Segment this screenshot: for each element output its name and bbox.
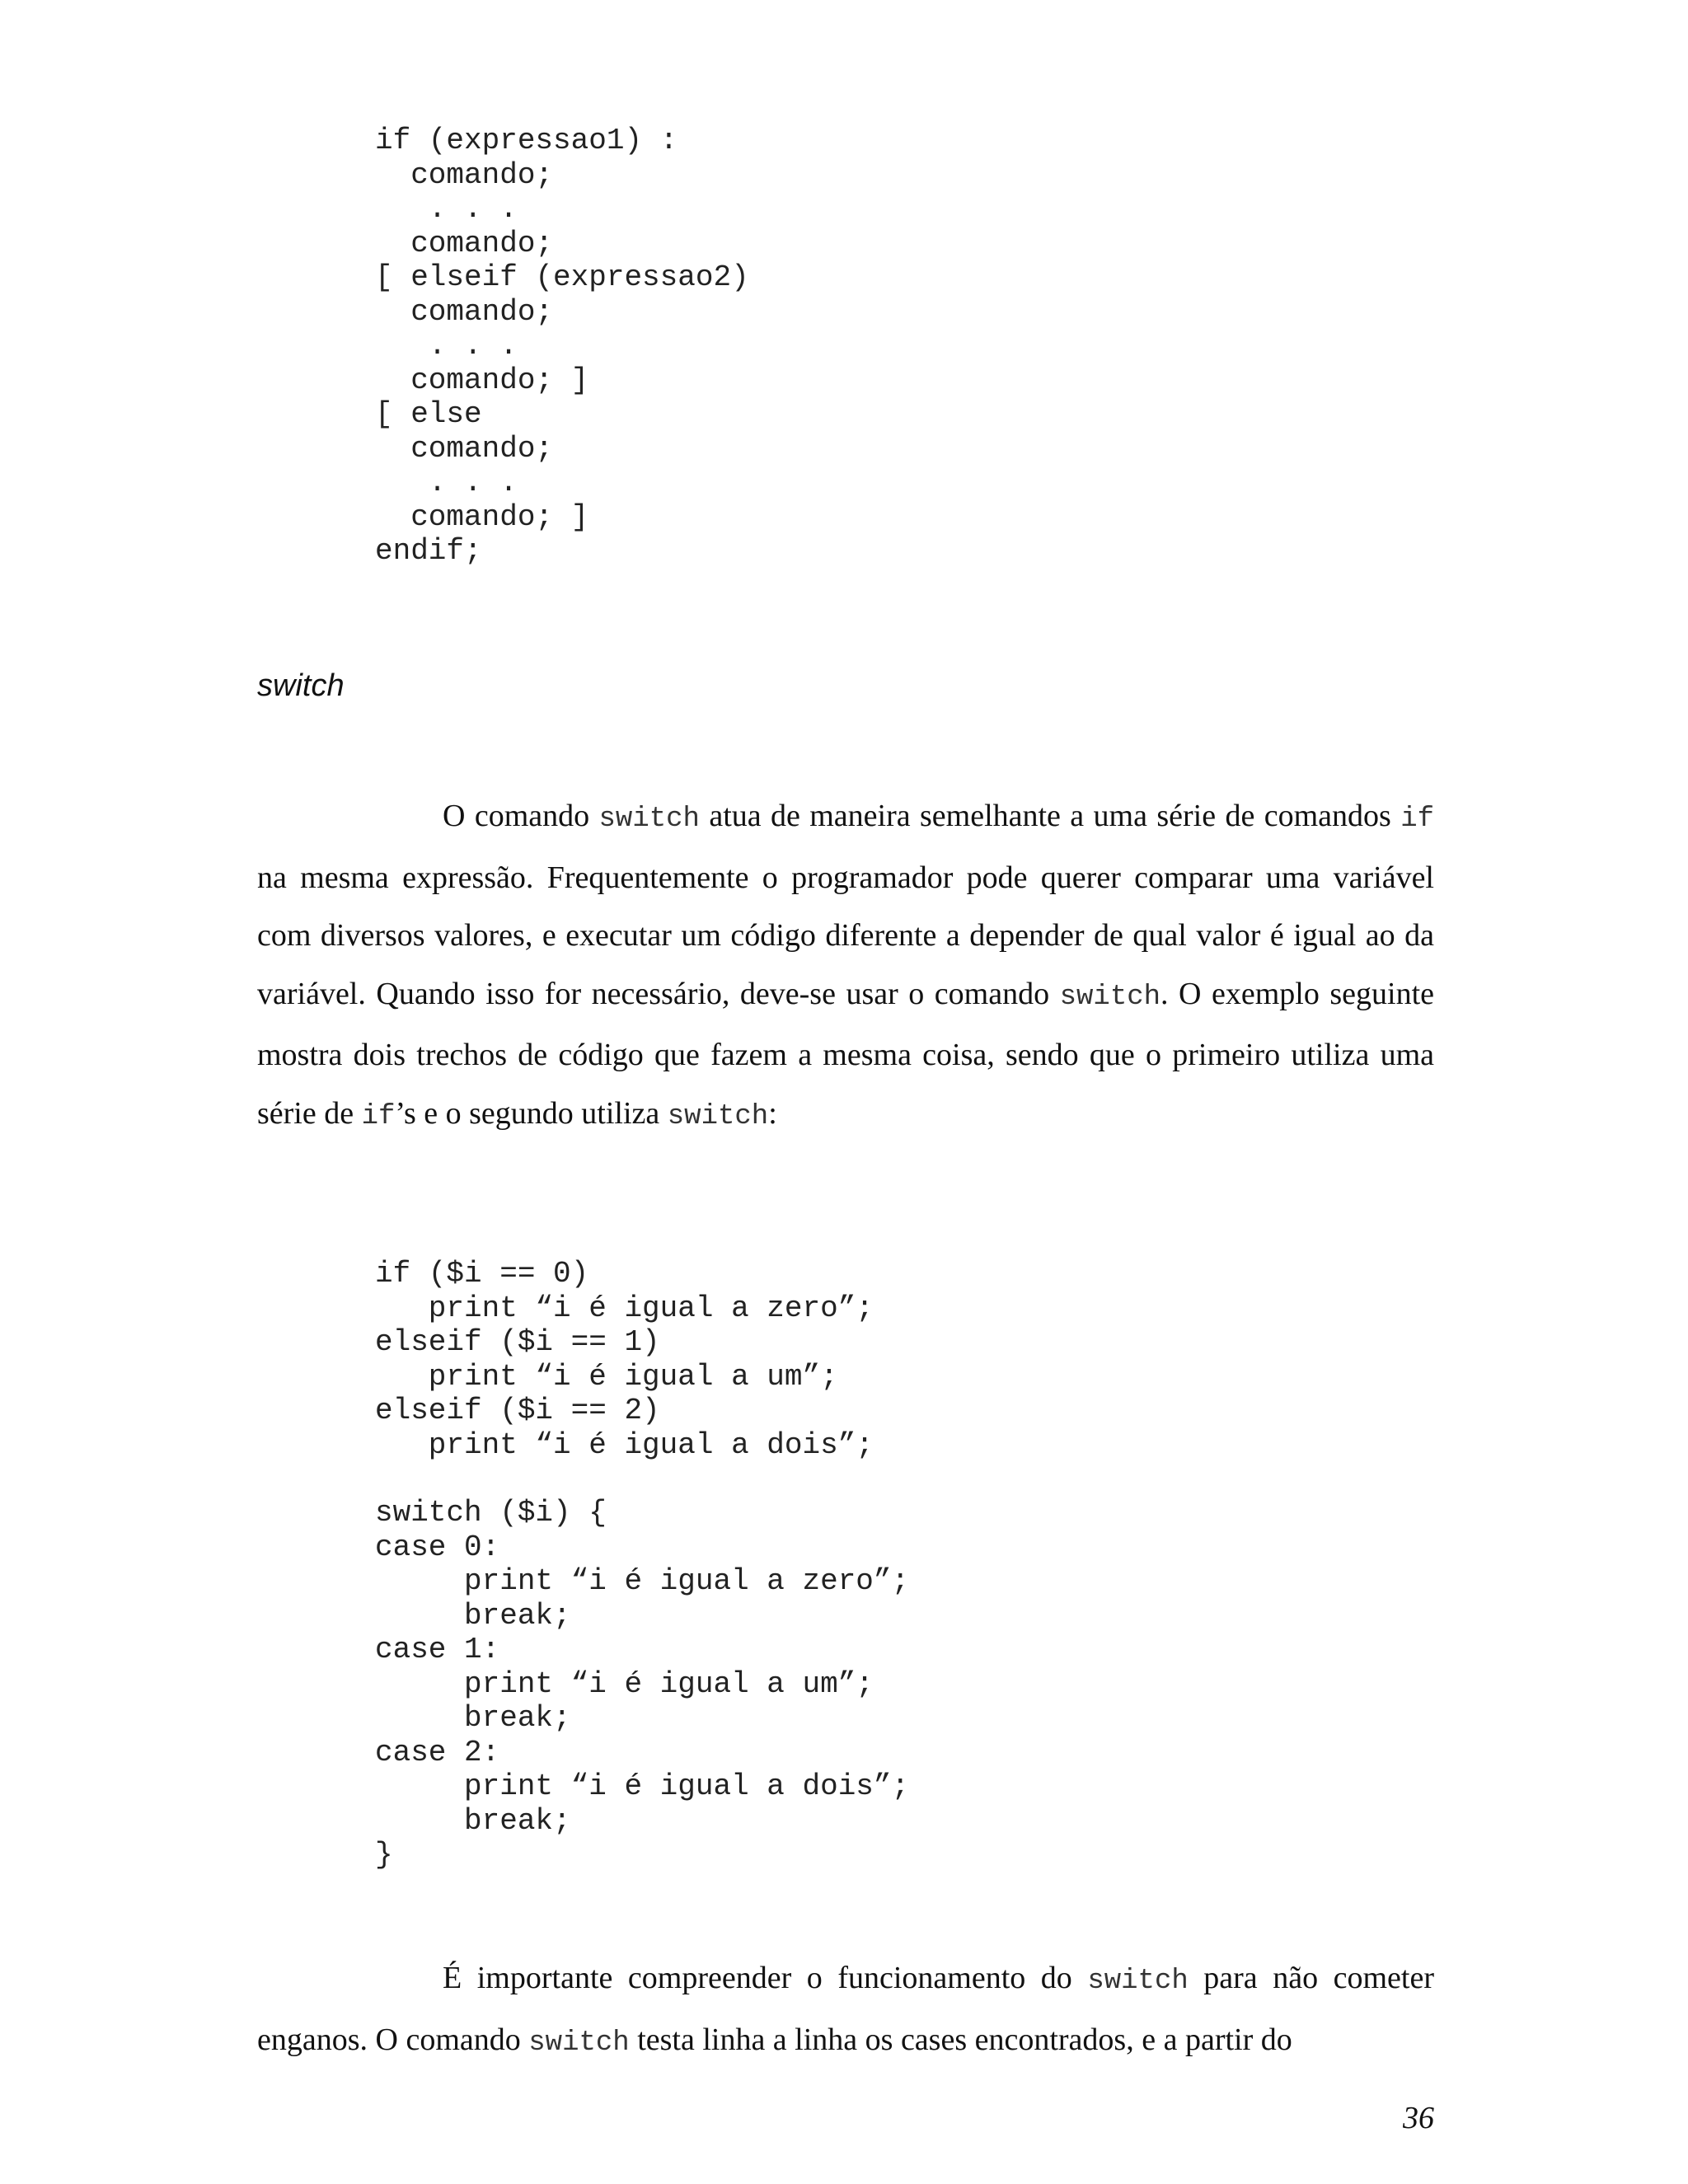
inline-code: switch xyxy=(1087,1966,1189,1997)
body-paragraph xyxy=(257,787,1434,1146)
code-block-if-syntax: if (expressao1) : comando; . . . comando; [ elseif (expressao2) comando; . . . comando; ] [ else comando; . . . comando; ] endif; xyxy=(375,124,749,568)
paragraph-text: testa linha a linha os cases encontrados, e a partir do xyxy=(629,2022,1292,2057)
page-number: 36 xyxy=(1403,2101,1434,2135)
paragraph-text: É importante compreender o funcionamento do xyxy=(443,1961,1088,1995)
paragraph-text: ’s e o segundo utiliza xyxy=(395,1095,668,1131)
paragraph-text: . O exemplo seguinte mostra dois trechos de código que fazem a mesma coisa, sendo que o primeiro utiliza uma série de xyxy=(257,976,1434,1131)
body-paragraph xyxy=(257,1949,1434,2072)
paragraph-text: atua de maneira semelhante a uma série de comandos xyxy=(699,799,1401,833)
paragraph-text: para não cometer enganos. O comando xyxy=(257,1961,1434,2057)
inline-code: switch xyxy=(528,2027,630,2059)
paragraph-text: na mesma expressão. Frequentemente o programador pode querer comparar uma variável com diversos valores, e executar um código diferente a depender de qual valor é igual ao da variável. Quando isso for necessário, deve-se usar o comando xyxy=(257,860,1434,1011)
inline-code: switch xyxy=(1059,981,1161,1013)
paragraph-text: : xyxy=(768,1095,777,1131)
inline-code: switch xyxy=(598,804,700,835)
code-block-switch-example: switch ($i) { case 0: print “i é igual a zero”; break; case 1: print “i é igual a um”; break; case 2: print “i é igual a dois”; break; } xyxy=(375,1496,910,1872)
section-heading: switch xyxy=(257,668,345,703)
inline-code: if xyxy=(1400,804,1435,835)
inline-code: switch xyxy=(667,1100,769,1132)
inline-code: if xyxy=(361,1100,396,1132)
paragraph-text: O comando xyxy=(443,799,599,833)
code-block-if-example: if ($i == 0) print “i é igual a zero”; elseif ($i == 1) print “i é igual a um”; elseif ($i == 2) print “i é igual a dois”; xyxy=(375,1257,874,1462)
